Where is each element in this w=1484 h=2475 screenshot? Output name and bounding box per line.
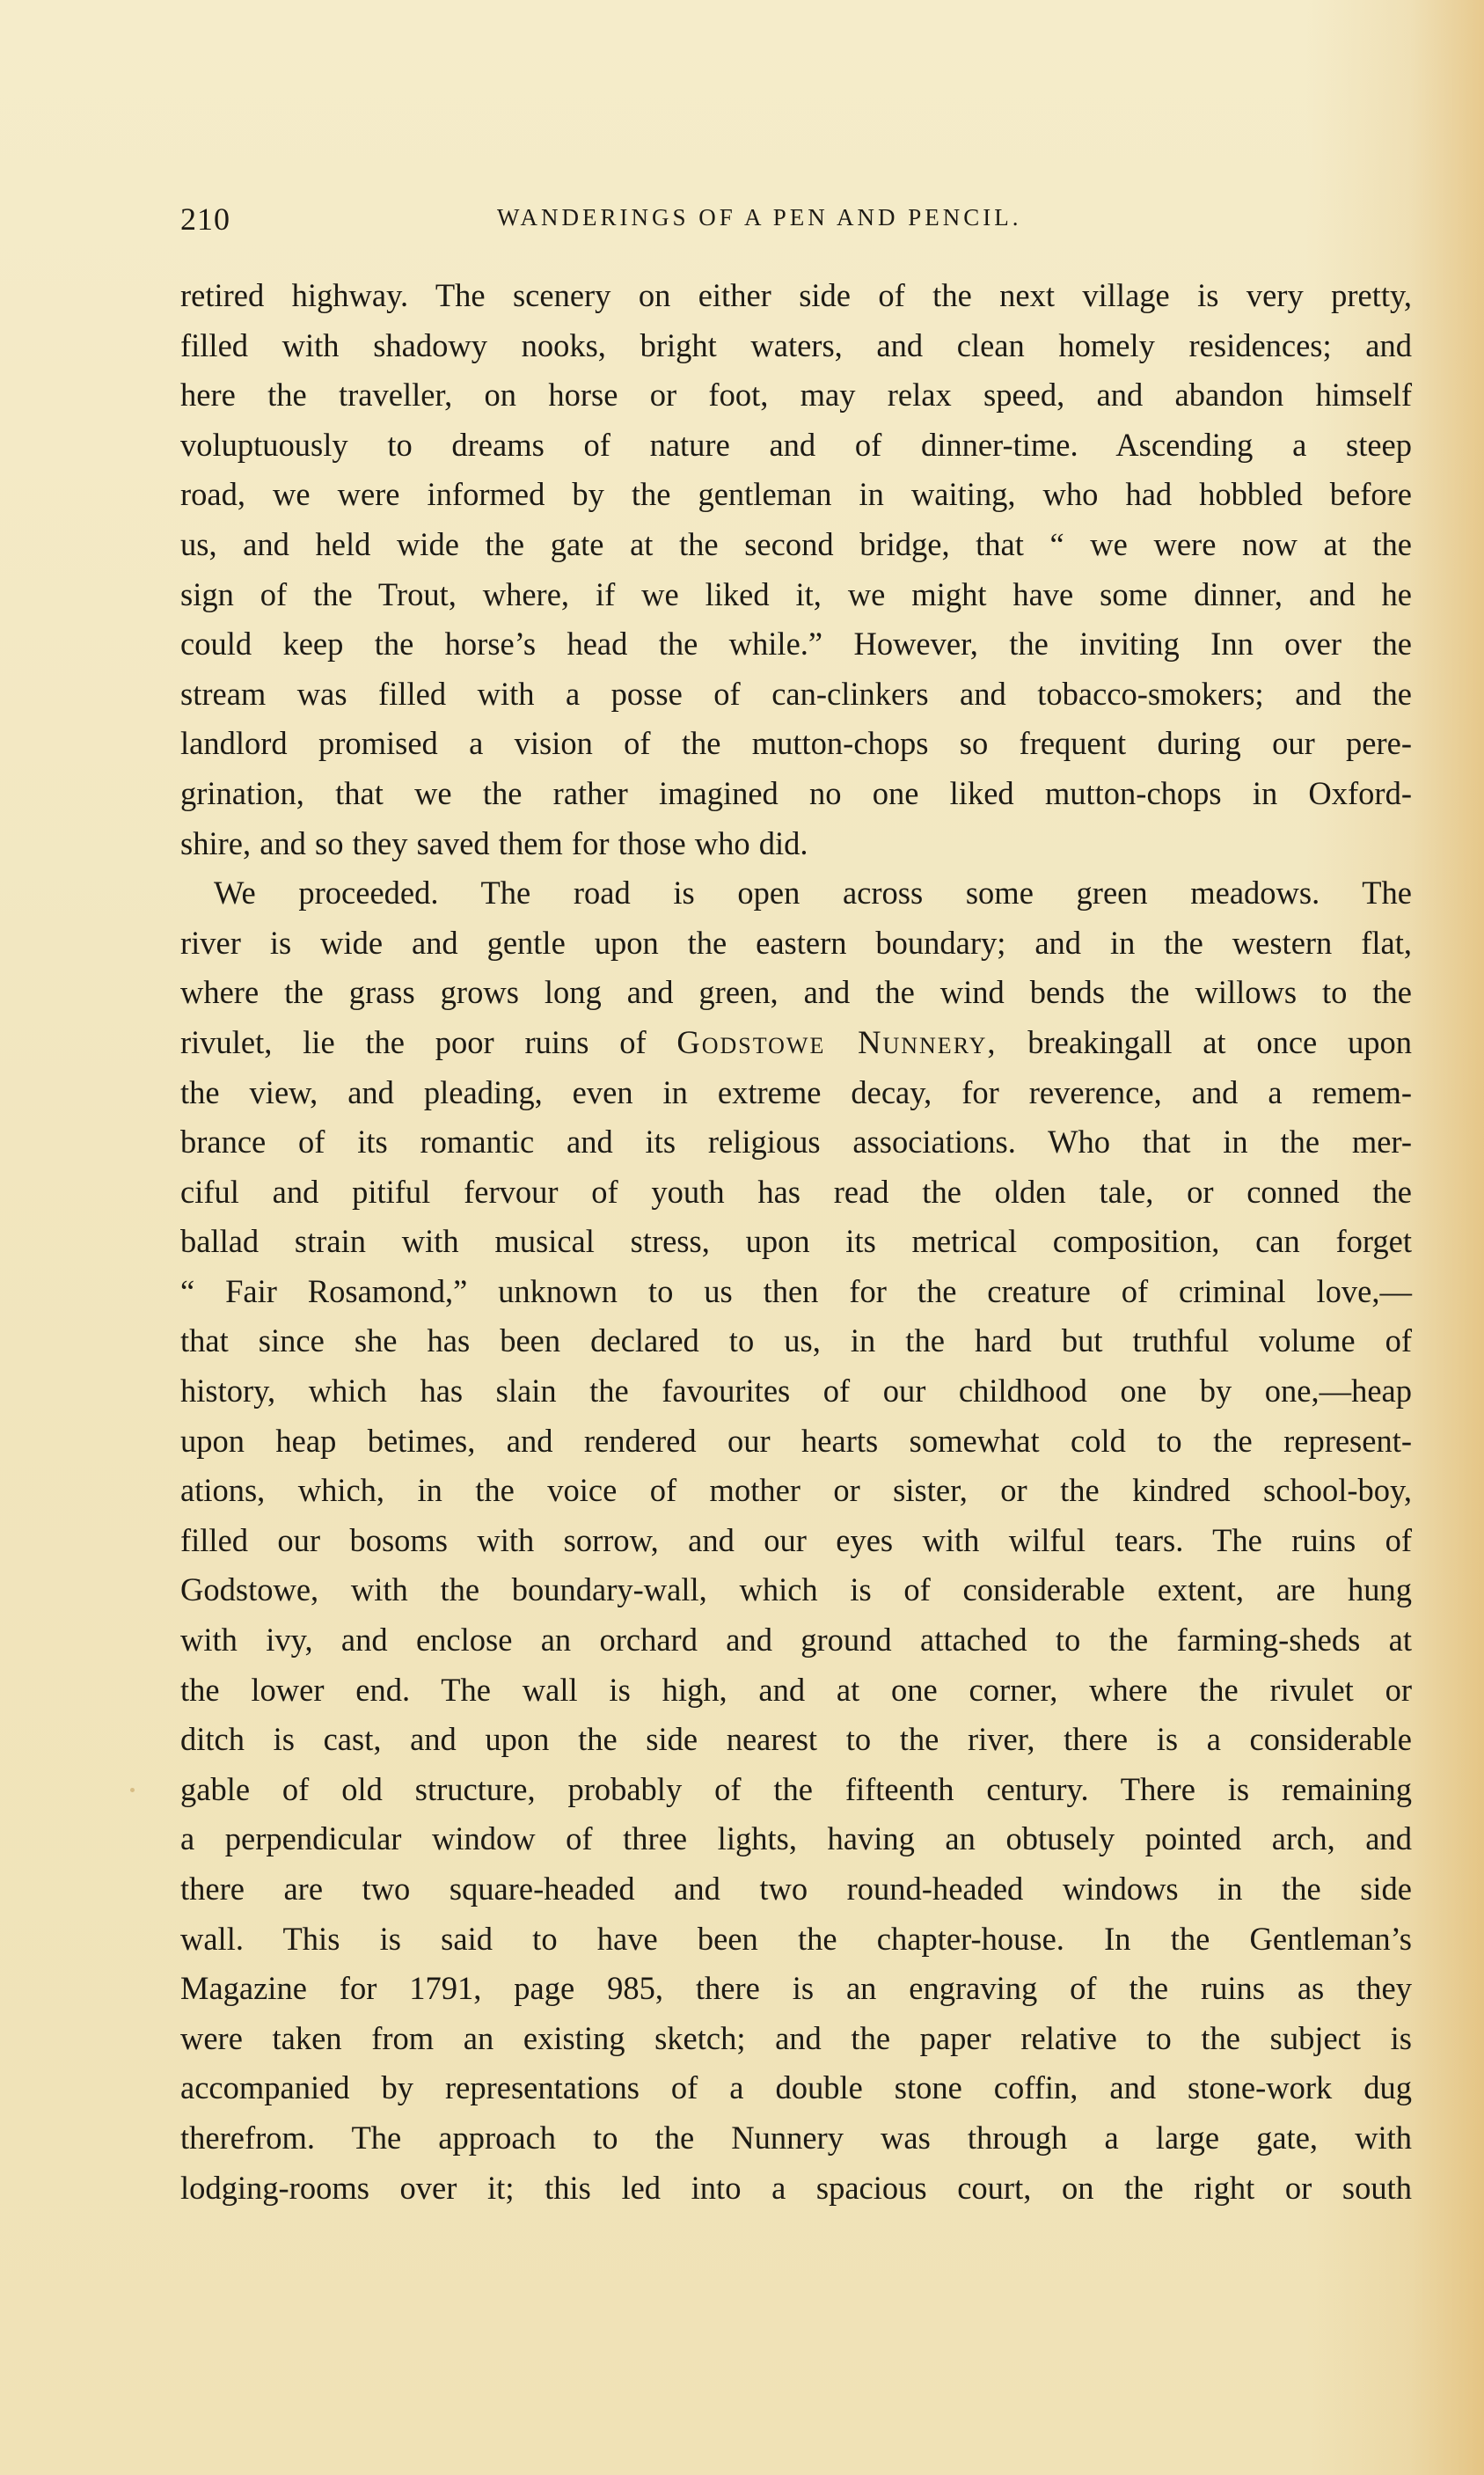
text-line: upon heap betimes, and rendered our hearts somewhat cold to the represent- — [180, 1422, 1412, 1459]
text-line: stream was filled with a posse of can-clinkers and tobacco-smokers; and the — [180, 675, 1412, 712]
text-line: were taken from an existing sketch; and the paper relative to the subject is — [180, 2019, 1412, 2056]
text-line: that since she has been declared to us, in the hard but truthful volume of — [180, 1322, 1412, 1359]
text-line: could keep the horse’s head the while.” However, the inviting Inn over the — [180, 626, 1412, 663]
text-line: river is wide and gentle upon the eastern boundary; and in the western flat, — [180, 924, 1412, 961]
text-line: grination, that we the rather imagined no one liked mutton-chops in Oxford- — [180, 774, 1412, 811]
text-line: the view, and pleading, even in extreme decay, for reverence, and a remem- — [180, 1073, 1412, 1110]
text-line: gable of old structure, probably of the fifteenth century. There is remaining — [180, 1770, 1412, 1807]
text-line: accompanied by representations of a double stone coffin, and stone-work dug — [180, 2069, 1412, 2106]
running-title: WANDERINGS OF A PEN AND PENCIL. — [497, 204, 1022, 231]
text-line: here the traveller, on horse or foot, may relax speed, and abandon himself — [180, 377, 1412, 414]
text-segment: breakingall at once upon — [1027, 1023, 1412, 1060]
text-line: therefrom. The approach to the Nunnery was through a large gate, with — [180, 2119, 1412, 2156]
text-line: ciful and pitiful fervour of youth has read the olden tale, or conned the — [180, 1173, 1412, 1210]
text-line: road, we were informed by the gentleman in waiting, who had hobbled before — [180, 476, 1412, 513]
running-head — [180, 201, 1412, 245]
text-line: ballad strain with musical stress, upon its metrical composition, can forget — [180, 1223, 1412, 1260]
paper-fleck — [130, 1788, 135, 1792]
text-line: wall. This is said to have been the chapter-house. In the Gentleman’s — [180, 1920, 1412, 1957]
text-line: where the grass grows long and green, and the wind bends the willows to the — [180, 974, 1412, 1011]
text-line: sign of the Trout, where, if we liked it, we might have some dinner, and he — [180, 575, 1412, 612]
text-line: Godstowe, with the boundary-wall, which is of considerable extent, are hung — [180, 1571, 1412, 1608]
text-line-with-place-name — [180, 1018, 1412, 1068]
text-line: voluptuously to dreams of nature and of dinner-time. Ascending a steep — [180, 426, 1412, 463]
text-line: there are two square-headed and two round-headed windows in the side — [180, 1871, 1412, 1907]
text-line: Magazine for 1791, page 985, there is an engraving of the ruins as they — [180, 1970, 1412, 2007]
text-line: ations, which, in the voice of mother or sister, or the kindred school-boy, — [180, 1472, 1412, 1509]
text-line: landlord promised a vision of the mutton-chops so frequent during our pere- — [180, 725, 1412, 762]
text-line: with ivy, and enclose an orchard and ground attached to the farming-sheds at — [180, 1622, 1412, 1659]
text-line: lodging-rooms over it; this led into a spacious court, on the right or south — [180, 2169, 1412, 2206]
text-line: “ Fair Rosamond,” unknown to us then for the creature of criminal love,— — [180, 1272, 1412, 1309]
text-line: ditch is cast, and upon the side nearest to the river, there is a considerable — [180, 1721, 1412, 1758]
text-line: history, which has slain the favourites of our childhood one by one,—heap — [180, 1373, 1412, 1410]
paragraph-end-line: shire, and so they saved them for those who did. — [180, 824, 808, 861]
text-line: us, and held wide the gate at the second bridge, that “ we were now at the — [180, 525, 1412, 562]
text-line: brance of its romantic and its religious associations. Who that in the mer- — [180, 1124, 1412, 1161]
text-segment: rivulet, lie the poor ruins of — [180, 1023, 647, 1060]
text-line: the lower end. The wall is high, and at one corner, where the rivulet or — [180, 1671, 1412, 1708]
text-line: a perpendicular window of three lights, having an obtusely pointed arch, and — [180, 1820, 1412, 1857]
page-number: 210 — [180, 201, 230, 237]
text-line: retired highway. The scenery on either side of the next village is very pretty, — [180, 277, 1412, 313]
body-text — [180, 271, 1412, 2213]
text-line: filled our bosoms with sorrow, and our eyes with wilful tears. The ruins of — [180, 1521, 1412, 1558]
text-line: filled with shadowy nooks, bright waters, and clean homely residences; and — [180, 326, 1412, 363]
paragraph-start-line: We proceeded. The road is open across some green meadows. The — [214, 875, 1412, 912]
place-name-godstowe-nunnery: Godstowe Nunnery, — [676, 1023, 998, 1060]
